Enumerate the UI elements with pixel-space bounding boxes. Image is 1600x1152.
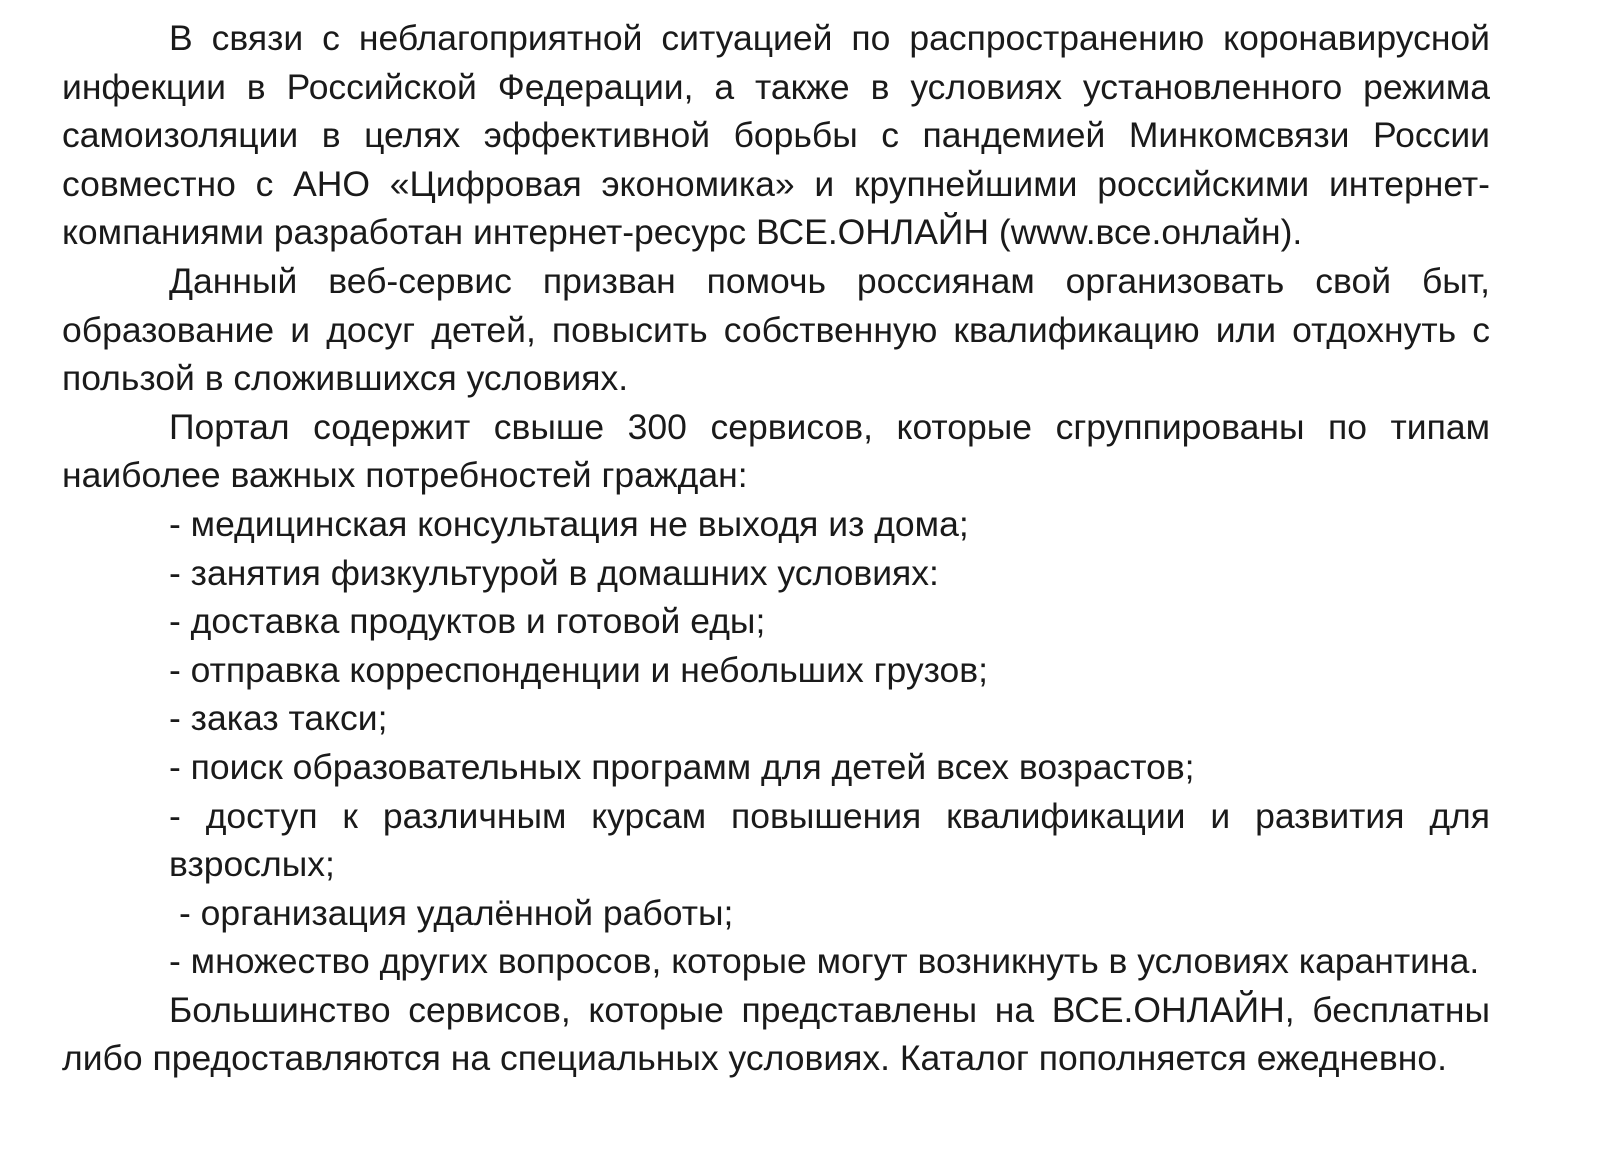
paragraph-purpose: Данный веб-сервис призван помочь россиянам организовать свой быт, образование и досуг детей, повысить собственную квалификацию или отдохнуть с пользой в сложившихся условиях. [62, 260, 1490, 399]
paragraph-intro: В связи с неблагоприятной ситуацией по распространению коронавирусной инфекции в Российской Федерации, а также в условиях установленного режима самоизоляции в целях эффективной борьбы с пандемией Минкомсвязи России совместно с АНО «Цифровая экономика» и крупнейшими российскими интернет-компаниями разработан интернет-ресурс ВСЕ.ОНЛАЙН (www.все.онлайн). [62, 18, 1490, 253]
document-page [62, 14, 1490, 1083]
list-item: - организация удалённой работы; [179, 892, 734, 933]
list-item: - заказ такси; [169, 698, 388, 739]
list-item: - множество других вопросов, которые могут возникнуть в условиях карантина. [169, 941, 1480, 982]
paragraph-closing: Большинство сервисов, которые представлены на ВСЕ.ОНЛАЙН, бесплатны либо предоставляются на специальных условиях. Каталог пополняется ежедневно. [62, 989, 1490, 1079]
list-item: - занятия физкультурой в домашних условиях: [169, 552, 939, 593]
list-item: - медицинская консультация не выходя из дома; [169, 503, 969, 544]
paragraph-portal: Портал содержит свыше 300 сервисов, которые сгруппированы по типам наиболее важных потребностей граждан: [62, 406, 1490, 496]
list-item: - отправка корреспонденции и небольших грузов; [169, 649, 988, 690]
list-item: - доступ к различным курсам повышения квалификации и развития для взрослых; [169, 795, 1490, 885]
list-item: - доставка продуктов и готовой еды; [169, 601, 766, 642]
list-item: - поиск образовательных программ для детей всех возрастов; [169, 746, 1195, 787]
services-list [62, 500, 1490, 986]
